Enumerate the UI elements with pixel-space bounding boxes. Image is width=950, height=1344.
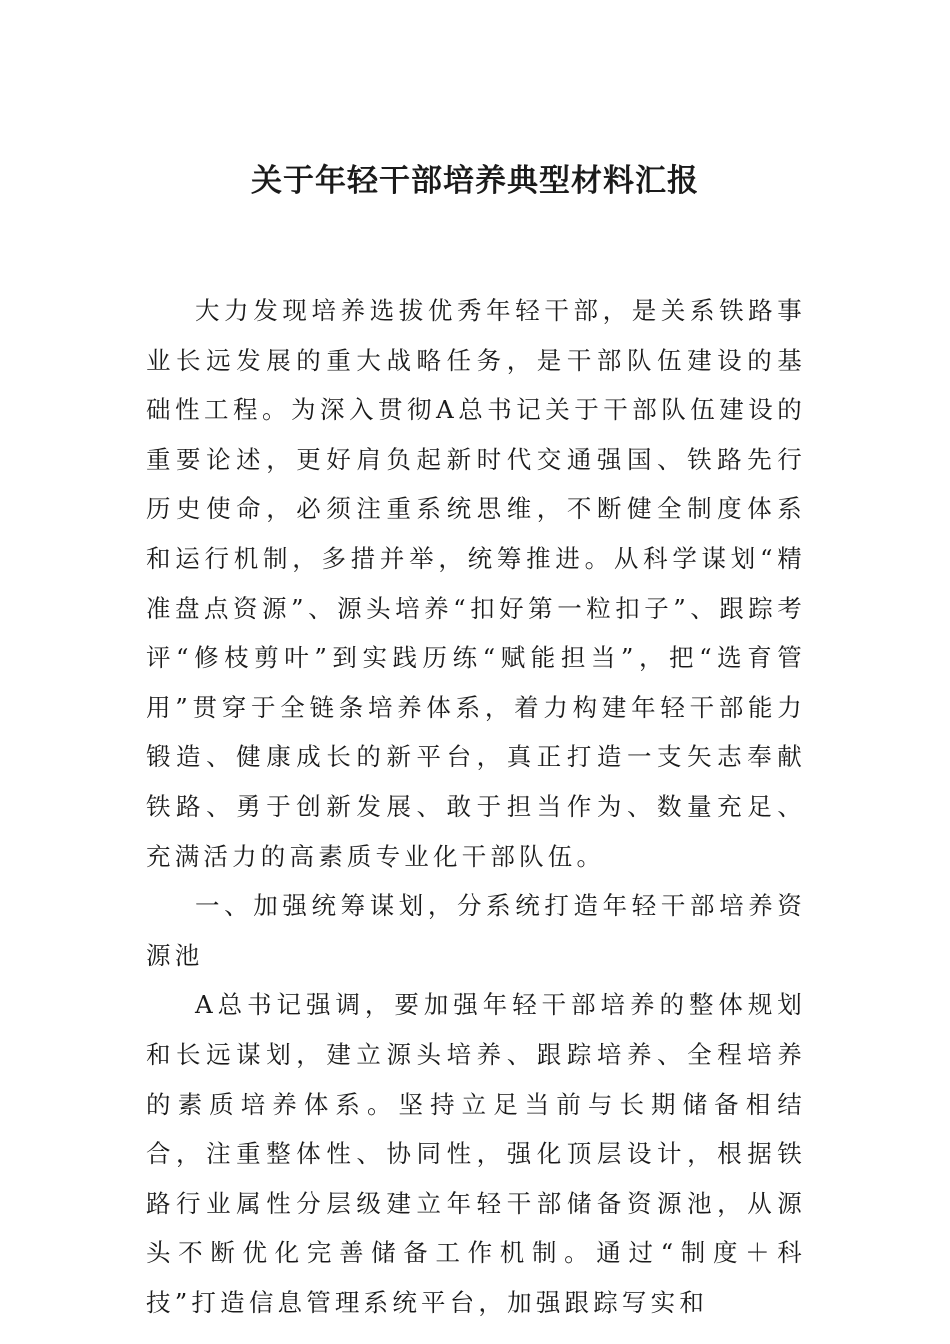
section-1-paragraph: A总书记强调，要加强年轻干部培养的整体规划和长远谋划，建立源头培养、跟踪培养、全程培养的素质培养体系。坚持立足当前与长期储备相结合，注重整体性、协同性，强化顶层设计，根据铁路行业属性分层级建立年轻干部储备资源池，从源头不断优化完善储备工作机制。通过“制度＋科技”打造信息管理系统平台，加强跟踪写实和	[146, 990, 806, 1317]
section-heading-1: 一、加强统筹谋划，分系统打造年轻干部培养资源池	[146, 891, 806, 970]
document-body	[146, 286, 806, 1327]
intro-paragraph: 大力发现培养选拔优秀年轻干部，是关系铁路事业长远发展的重大战略任务，是干部队伍建设的基础性工程。为深入贯彻A总书记关于干部队伍建设的重要论述，更好肩负起新时代交通强国、铁路先行历史使命，必须注重系统思维，不断健全制度体系和运行机制，多措并举，统筹推进。从科学谋划“精准盘点资源”、源头培养“扣好第一粒扣子”、跟踪考评“修枝剪叶”到实践历练“赋能担当”，把“选育管用”贯穿于全链条培养体系，着力构建年轻干部能力锻造、健康成长的新平台，真正打造一支矢志奉献铁路、勇于创新发展、敢于担当作为、数量充足、充满活力的高素质专业化干部队伍。	[146, 296, 806, 871]
document-title: 关于年轻干部培养典型材料汇报	[251, 163, 699, 199]
